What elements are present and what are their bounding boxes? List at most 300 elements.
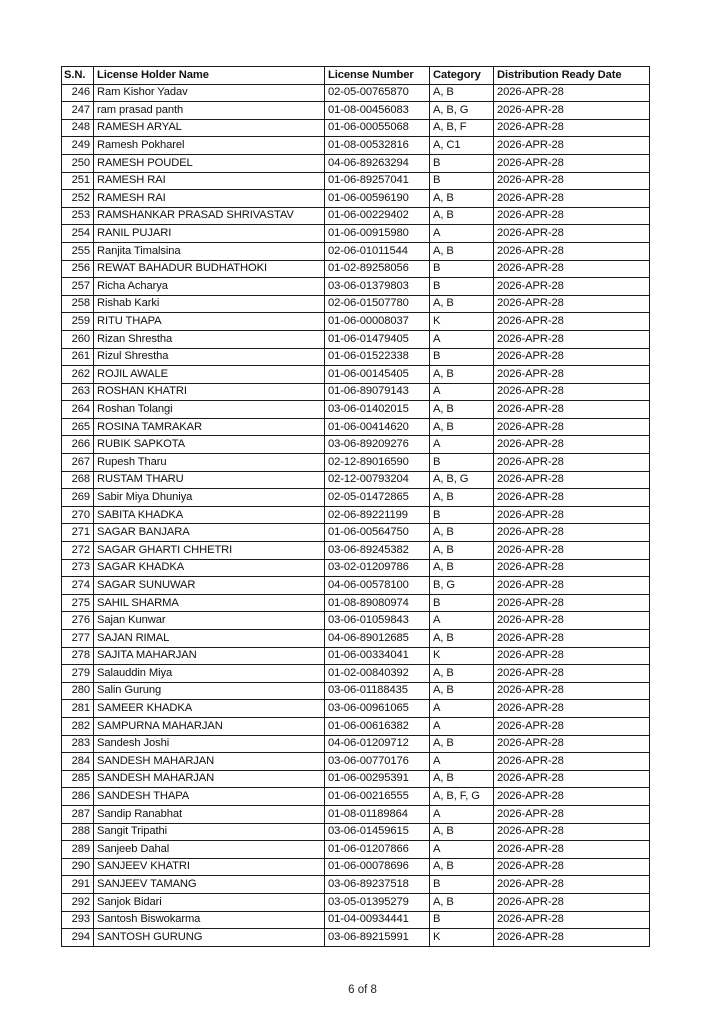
cell-category: A: [430, 225, 494, 243]
cell-sn: 273: [62, 559, 94, 577]
table-row: [62, 665, 650, 683]
table-row: [62, 524, 650, 542]
cell-license-number: 02-05-01472865: [325, 489, 430, 507]
table-row: [62, 893, 650, 911]
header-distribution-ready-date: Distribution Ready Date: [494, 67, 650, 85]
cell-distribution-ready-date: 2026-APR-28: [494, 929, 650, 947]
cell-distribution-ready-date: 2026-APR-28: [494, 471, 650, 489]
cell-license-holder-name: Rizul Shrestha: [94, 348, 325, 366]
cell-distribution-ready-date: 2026-APR-28: [494, 119, 650, 137]
cell-license-number: 04-06-89263294: [325, 154, 430, 172]
table-row: [62, 330, 650, 348]
cell-distribution-ready-date: 2026-APR-28: [494, 770, 650, 788]
cell-sn: 292: [62, 893, 94, 911]
cell-distribution-ready-date: 2026-APR-28: [494, 735, 650, 753]
cell-license-number: 02-06-01011544: [325, 242, 430, 260]
cell-license-holder-name: Ramesh Pokharel: [94, 137, 325, 155]
cell-distribution-ready-date: 2026-APR-28: [494, 190, 650, 208]
cell-sn: 276: [62, 612, 94, 630]
cell-license-holder-name: Roshan Tolangi: [94, 401, 325, 419]
cell-license-number: 03-06-89215991: [325, 929, 430, 947]
cell-distribution-ready-date: 2026-APR-28: [494, 225, 650, 243]
cell-category: A, B: [430, 295, 494, 313]
cell-category: A, B: [430, 542, 494, 560]
cell-category: A, B: [430, 682, 494, 700]
cell-sn: 256: [62, 260, 94, 278]
cell-license-number: 01-06-00414620: [325, 418, 430, 436]
cell-license-number: 02-05-00765870: [325, 84, 430, 102]
cell-sn: 268: [62, 471, 94, 489]
cell-category: A: [430, 700, 494, 718]
cell-license-holder-name: SAGAR KHADKA: [94, 559, 325, 577]
cell-license-holder-name: RANIL PUJARI: [94, 225, 325, 243]
cell-license-holder-name: Sajan Kunwar: [94, 612, 325, 630]
cell-license-holder-name: SANDESH MAHARJAN: [94, 770, 325, 788]
cell-license-holder-name: SABITA KHADKA: [94, 506, 325, 524]
table-row: [62, 242, 650, 260]
table-row: [62, 366, 650, 384]
cell-distribution-ready-date: 2026-APR-28: [494, 330, 650, 348]
cell-category: A, B: [430, 190, 494, 208]
cell-category: B: [430, 506, 494, 524]
cell-license-holder-name: Rizan Shrestha: [94, 330, 325, 348]
cell-distribution-ready-date: 2026-APR-28: [494, 278, 650, 296]
table-row: [62, 559, 650, 577]
cell-distribution-ready-date: 2026-APR-28: [494, 207, 650, 225]
cell-sn: 278: [62, 647, 94, 665]
table-row: [62, 260, 650, 278]
cell-sn: 261: [62, 348, 94, 366]
cell-license-number: 04-06-00578100: [325, 577, 430, 595]
cell-distribution-ready-date: 2026-APR-28: [494, 436, 650, 454]
cell-license-holder-name: Richa Acharya: [94, 278, 325, 296]
table-row: [62, 190, 650, 208]
cell-license-holder-name: SAHIL SHARMA: [94, 594, 325, 612]
cell-distribution-ready-date: 2026-APR-28: [494, 876, 650, 894]
cell-sn: 274: [62, 577, 94, 595]
cell-sn: 253: [62, 207, 94, 225]
table-row: [62, 542, 650, 560]
cell-license-holder-name: Sanjeeb Dahal: [94, 841, 325, 859]
cell-license-number: 01-06-01479405: [325, 330, 430, 348]
table-row: [62, 594, 650, 612]
cell-category: A, B: [430, 207, 494, 225]
cell-distribution-ready-date: 2026-APR-28: [494, 172, 650, 190]
cell-license-number: 01-08-00532816: [325, 137, 430, 155]
cell-sn: 271: [62, 524, 94, 542]
cell-license-holder-name: ROJIL AWALE: [94, 366, 325, 384]
table-row: [62, 471, 650, 489]
cell-category: A, B: [430, 770, 494, 788]
cell-distribution-ready-date: 2026-APR-28: [494, 753, 650, 771]
cell-distribution-ready-date: 2026-APR-28: [494, 717, 650, 735]
table-row: [62, 119, 650, 137]
cell-category: A, B: [430, 489, 494, 507]
cell-distribution-ready-date: 2026-APR-28: [494, 665, 650, 683]
cell-distribution-ready-date: 2026-APR-28: [494, 823, 650, 841]
cell-license-number: 01-02-00840392: [325, 665, 430, 683]
cell-category: A, B: [430, 418, 494, 436]
cell-category: A: [430, 383, 494, 401]
cell-license-number: 03-06-01459615: [325, 823, 430, 841]
cell-license-number: 03-06-01402015: [325, 401, 430, 419]
cell-license-number: 01-06-01522338: [325, 348, 430, 366]
table-row: [62, 154, 650, 172]
cell-category: K: [430, 647, 494, 665]
table-body: [62, 84, 650, 946]
table-row: [62, 805, 650, 823]
cell-license-holder-name: RAMESH RAI: [94, 172, 325, 190]
table-row: [62, 278, 650, 296]
cell-sn: 259: [62, 313, 94, 331]
cell-category: A, B: [430, 242, 494, 260]
cell-sn: 247: [62, 102, 94, 120]
table-row: [62, 841, 650, 859]
cell-license-holder-name: Salin Gurung: [94, 682, 325, 700]
cell-license-number: 04-06-01209712: [325, 735, 430, 753]
table-row: [62, 137, 650, 155]
cell-sn: 283: [62, 735, 94, 753]
cell-distribution-ready-date: 2026-APR-28: [494, 524, 650, 542]
page-indicator: 6 of 8: [348, 984, 377, 996]
cell-sn: 270: [62, 506, 94, 524]
table-row: [62, 682, 650, 700]
header-license-number: License Number: [325, 67, 430, 85]
cell-license-number: 03-06-00961065: [325, 700, 430, 718]
cell-category: A, B, G: [430, 471, 494, 489]
cell-sn: 255: [62, 242, 94, 260]
cell-sn: 275: [62, 594, 94, 612]
cell-distribution-ready-date: 2026-APR-28: [494, 612, 650, 630]
cell-license-number: 04-06-89012685: [325, 630, 430, 648]
table-row: [62, 630, 650, 648]
cell-category: A, B, G: [430, 102, 494, 120]
cell-distribution-ready-date: 2026-APR-28: [494, 682, 650, 700]
cell-license-holder-name: RAMESH ARYAL: [94, 119, 325, 137]
cell-license-holder-name: Rupesh Tharu: [94, 454, 325, 472]
cell-license-number: 01-06-00564750: [325, 524, 430, 542]
cell-license-number: 03-06-89237518: [325, 876, 430, 894]
cell-sn: 265: [62, 418, 94, 436]
cell-sn: 263: [62, 383, 94, 401]
cell-license-holder-name: Sandesh Joshi: [94, 735, 325, 753]
cell-category: A: [430, 841, 494, 859]
table-row: [62, 929, 650, 947]
cell-license-holder-name: SAGAR BANJARA: [94, 524, 325, 542]
header-category: Category: [430, 67, 494, 85]
cell-category: A: [430, 330, 494, 348]
cell-license-number: 01-08-01189864: [325, 805, 430, 823]
cell-category: B: [430, 454, 494, 472]
cell-license-holder-name: Sangit Tripathi: [94, 823, 325, 841]
cell-distribution-ready-date: 2026-APR-28: [494, 366, 650, 384]
cell-license-number: 01-06-89257041: [325, 172, 430, 190]
cell-license-holder-name: Sandip Ranabhat: [94, 805, 325, 823]
cell-license-number: 01-02-89258056: [325, 260, 430, 278]
cell-license-number: 03-06-01379803: [325, 278, 430, 296]
cell-license-holder-name: SANDESH MAHARJAN: [94, 753, 325, 771]
table-row: [62, 348, 650, 366]
cell-license-holder-name: SANJEEV TAMANG: [94, 876, 325, 894]
cell-category: A, B: [430, 524, 494, 542]
table-row: [62, 911, 650, 929]
cell-distribution-ready-date: 2026-APR-28: [494, 84, 650, 102]
cell-license-number: 01-06-00078696: [325, 858, 430, 876]
cell-license-number: 03-06-89209276: [325, 436, 430, 454]
cell-license-number: 01-08-89080974: [325, 594, 430, 612]
cell-category: A, B: [430, 893, 494, 911]
table-header-row: [62, 67, 650, 85]
cell-category: A: [430, 805, 494, 823]
cell-license-holder-name: RUSTAM THARU: [94, 471, 325, 489]
cell-license-holder-name: SAMPURNA MAHARJAN: [94, 717, 325, 735]
cell-distribution-ready-date: 2026-APR-28: [494, 594, 650, 612]
table-row: [62, 436, 650, 454]
cell-distribution-ready-date: 2026-APR-28: [494, 788, 650, 806]
cell-sn: 257: [62, 278, 94, 296]
table-row: [62, 489, 650, 507]
cell-license-number: 01-06-00216555: [325, 788, 430, 806]
table-row: [62, 858, 650, 876]
cell-license-number: 01-06-01207866: [325, 841, 430, 859]
cell-category: A: [430, 612, 494, 630]
cell-distribution-ready-date: 2026-APR-28: [494, 893, 650, 911]
cell-license-number: 01-06-00334041: [325, 647, 430, 665]
cell-sn: 280: [62, 682, 94, 700]
cell-category: A, B, F: [430, 119, 494, 137]
cell-license-holder-name: RAMESH POUDEL: [94, 154, 325, 172]
cell-sn: 267: [62, 454, 94, 472]
cell-category: A, B: [430, 735, 494, 753]
cell-distribution-ready-date: 2026-APR-28: [494, 401, 650, 419]
cell-sn: 289: [62, 841, 94, 859]
cell-sn: 286: [62, 788, 94, 806]
cell-sn: 246: [62, 84, 94, 102]
cell-license-number: 01-08-00456083: [325, 102, 430, 120]
cell-distribution-ready-date: 2026-APR-28: [494, 805, 650, 823]
table-row: [62, 295, 650, 313]
cell-category: A: [430, 753, 494, 771]
cell-sn: 293: [62, 911, 94, 929]
cell-license-number: 02-06-89221199: [325, 506, 430, 524]
cell-license-holder-name: RUBIK SAPKOTA: [94, 436, 325, 454]
cell-license-holder-name: SAGAR GHARTI CHHETRI: [94, 542, 325, 560]
cell-distribution-ready-date: 2026-APR-28: [494, 383, 650, 401]
cell-license-number: 01-06-00596190: [325, 190, 430, 208]
cell-sn: 279: [62, 665, 94, 683]
cell-distribution-ready-date: 2026-APR-28: [494, 911, 650, 929]
cell-sn: 264: [62, 401, 94, 419]
cell-category: A, B, F, G: [430, 788, 494, 806]
table-row: [62, 647, 650, 665]
cell-distribution-ready-date: 2026-APR-28: [494, 506, 650, 524]
cell-license-holder-name: REWAT BAHADUR BUDHATHOKI: [94, 260, 325, 278]
table-row: [62, 506, 650, 524]
cell-license-holder-name: RITU THAPA: [94, 313, 325, 331]
cell-distribution-ready-date: 2026-APR-28: [494, 700, 650, 718]
cell-license-holder-name: SAJITA MAHARJAN: [94, 647, 325, 665]
cell-sn: 281: [62, 700, 94, 718]
cell-license-holder-name: RAMESH RAI: [94, 190, 325, 208]
cell-license-number: 01-06-00008037: [325, 313, 430, 331]
cell-distribution-ready-date: 2026-APR-28: [494, 841, 650, 859]
cell-sn: 254: [62, 225, 94, 243]
cell-license-holder-name: SAJAN RIMAL: [94, 630, 325, 648]
cell-license-holder-name: ROSHAN KHATRI: [94, 383, 325, 401]
cell-license-number: 01-06-00055068: [325, 119, 430, 137]
cell-distribution-ready-date: 2026-APR-28: [494, 313, 650, 331]
cell-license-holder-name: Ranjita Timalsina: [94, 242, 325, 260]
cell-sn: 290: [62, 858, 94, 876]
cell-sn: 291: [62, 876, 94, 894]
cell-category: K: [430, 313, 494, 331]
cell-category: A, B: [430, 823, 494, 841]
cell-license-number: 03-06-00770176: [325, 753, 430, 771]
cell-distribution-ready-date: 2026-APR-28: [494, 489, 650, 507]
cell-distribution-ready-date: 2026-APR-28: [494, 858, 650, 876]
cell-license-holder-name: Sanjok Bidari: [94, 893, 325, 911]
table-row: [62, 207, 650, 225]
cell-sn: 266: [62, 436, 94, 454]
cell-distribution-ready-date: 2026-APR-28: [494, 260, 650, 278]
cell-sn: 287: [62, 805, 94, 823]
cell-category: B: [430, 348, 494, 366]
cell-category: A, B: [430, 858, 494, 876]
cell-category: B: [430, 154, 494, 172]
table-row: [62, 717, 650, 735]
cell-category: B, G: [430, 577, 494, 595]
cell-license-holder-name: SANDESH THAPA: [94, 788, 325, 806]
cell-license-number: 01-06-89079143: [325, 383, 430, 401]
cell-distribution-ready-date: 2026-APR-28: [494, 542, 650, 560]
cell-license-number: 02-12-89016590: [325, 454, 430, 472]
cell-license-holder-name: Santosh Biswokarma: [94, 911, 325, 929]
cell-license-holder-name: RAMSHANKAR PRASAD SHRIVASTAV: [94, 207, 325, 225]
cell-license-number: 03-06-89245382: [325, 542, 430, 560]
cell-category: B: [430, 876, 494, 894]
cell-license-number: 01-06-00295391: [325, 770, 430, 788]
cell-distribution-ready-date: 2026-APR-28: [494, 647, 650, 665]
cell-license-holder-name: ROSINA TAMRAKAR: [94, 418, 325, 436]
cell-sn: 258: [62, 295, 94, 313]
cell-license-number: 02-06-01507780: [325, 295, 430, 313]
cell-license-holder-name: Ram Kishor Yadav: [94, 84, 325, 102]
cell-sn: 252: [62, 190, 94, 208]
cell-license-holder-name: Salauddin Miya: [94, 665, 325, 683]
cell-distribution-ready-date: 2026-APR-28: [494, 577, 650, 595]
cell-distribution-ready-date: 2026-APR-28: [494, 454, 650, 472]
cell-sn: 272: [62, 542, 94, 560]
cell-category: B: [430, 911, 494, 929]
table-row: [62, 313, 650, 331]
cell-category: A: [430, 717, 494, 735]
cell-category: B: [430, 594, 494, 612]
cell-sn: 248: [62, 119, 94, 137]
table-row: [62, 383, 650, 401]
cell-license-holder-name: Rishab Karki: [94, 295, 325, 313]
cell-category: K: [430, 929, 494, 947]
table-row: [62, 788, 650, 806]
cell-license-holder-name: SAMEER KHADKA: [94, 700, 325, 718]
table-row: [62, 454, 650, 472]
cell-sn: 260: [62, 330, 94, 348]
table-row: [62, 735, 650, 753]
table-row: [62, 577, 650, 595]
cell-distribution-ready-date: 2026-APR-28: [494, 154, 650, 172]
table-row: [62, 102, 650, 120]
cell-license-holder-name: ram prasad panth: [94, 102, 325, 120]
table-row: [62, 84, 650, 102]
cell-license-holder-name: SANTOSH GURUNG: [94, 929, 325, 947]
cell-category: A, B: [430, 366, 494, 384]
cell-sn: 277: [62, 630, 94, 648]
cell-sn: 285: [62, 770, 94, 788]
cell-distribution-ready-date: 2026-APR-28: [494, 137, 650, 155]
table-row: [62, 876, 650, 894]
cell-distribution-ready-date: 2026-APR-28: [494, 102, 650, 120]
cell-sn: 249: [62, 137, 94, 155]
cell-license-number: 01-06-00915980: [325, 225, 430, 243]
cell-category: A, B: [430, 630, 494, 648]
table-row: [62, 612, 650, 630]
cell-license-holder-name: SAGAR SUNUWAR: [94, 577, 325, 595]
cell-category: B: [430, 260, 494, 278]
cell-distribution-ready-date: 2026-APR-28: [494, 630, 650, 648]
cell-license-holder-name: Sabir Miya Dhuniya: [94, 489, 325, 507]
cell-sn: 282: [62, 717, 94, 735]
cell-license-number: 01-06-00145405: [325, 366, 430, 384]
cell-sn: 251: [62, 172, 94, 190]
cell-license-number: 02-12-00793204: [325, 471, 430, 489]
cell-license-number: 03-05-01395279: [325, 893, 430, 911]
cell-distribution-ready-date: 2026-APR-28: [494, 348, 650, 366]
cell-category: B: [430, 172, 494, 190]
cell-sn: 284: [62, 753, 94, 771]
cell-license-number: 03-06-01188435: [325, 682, 430, 700]
cell-license-holder-name: SANJEEV KHATRI: [94, 858, 325, 876]
cell-category: A, B: [430, 665, 494, 683]
license-distribution-table: [61, 66, 650, 947]
table-row: [62, 770, 650, 788]
cell-sn: 294: [62, 929, 94, 947]
table-row: [62, 172, 650, 190]
cell-category: A, B: [430, 559, 494, 577]
cell-license-number: 01-06-00229402: [325, 207, 430, 225]
cell-license-number: 01-06-00616382: [325, 717, 430, 735]
cell-distribution-ready-date: 2026-APR-28: [494, 242, 650, 260]
table-row: [62, 401, 650, 419]
table-row: [62, 753, 650, 771]
cell-sn: 288: [62, 823, 94, 841]
table-row: [62, 700, 650, 718]
cell-category: A, C1: [430, 137, 494, 155]
cell-category: A, B: [430, 84, 494, 102]
cell-distribution-ready-date: 2026-APR-28: [494, 295, 650, 313]
cell-sn: 262: [62, 366, 94, 384]
table-row: [62, 418, 650, 436]
cell-sn: 250: [62, 154, 94, 172]
cell-license-number: 03-02-01209786: [325, 559, 430, 577]
table-row: [62, 823, 650, 841]
cell-category: A: [430, 436, 494, 454]
cell-distribution-ready-date: 2026-APR-28: [494, 418, 650, 436]
header-sn: S.N.: [62, 67, 94, 85]
cell-license-number: 03-06-01059843: [325, 612, 430, 630]
cell-category: B: [430, 278, 494, 296]
header-license-holder-name: License Holder Name: [94, 67, 325, 85]
cell-sn: 269: [62, 489, 94, 507]
cell-category: A, B: [430, 401, 494, 419]
